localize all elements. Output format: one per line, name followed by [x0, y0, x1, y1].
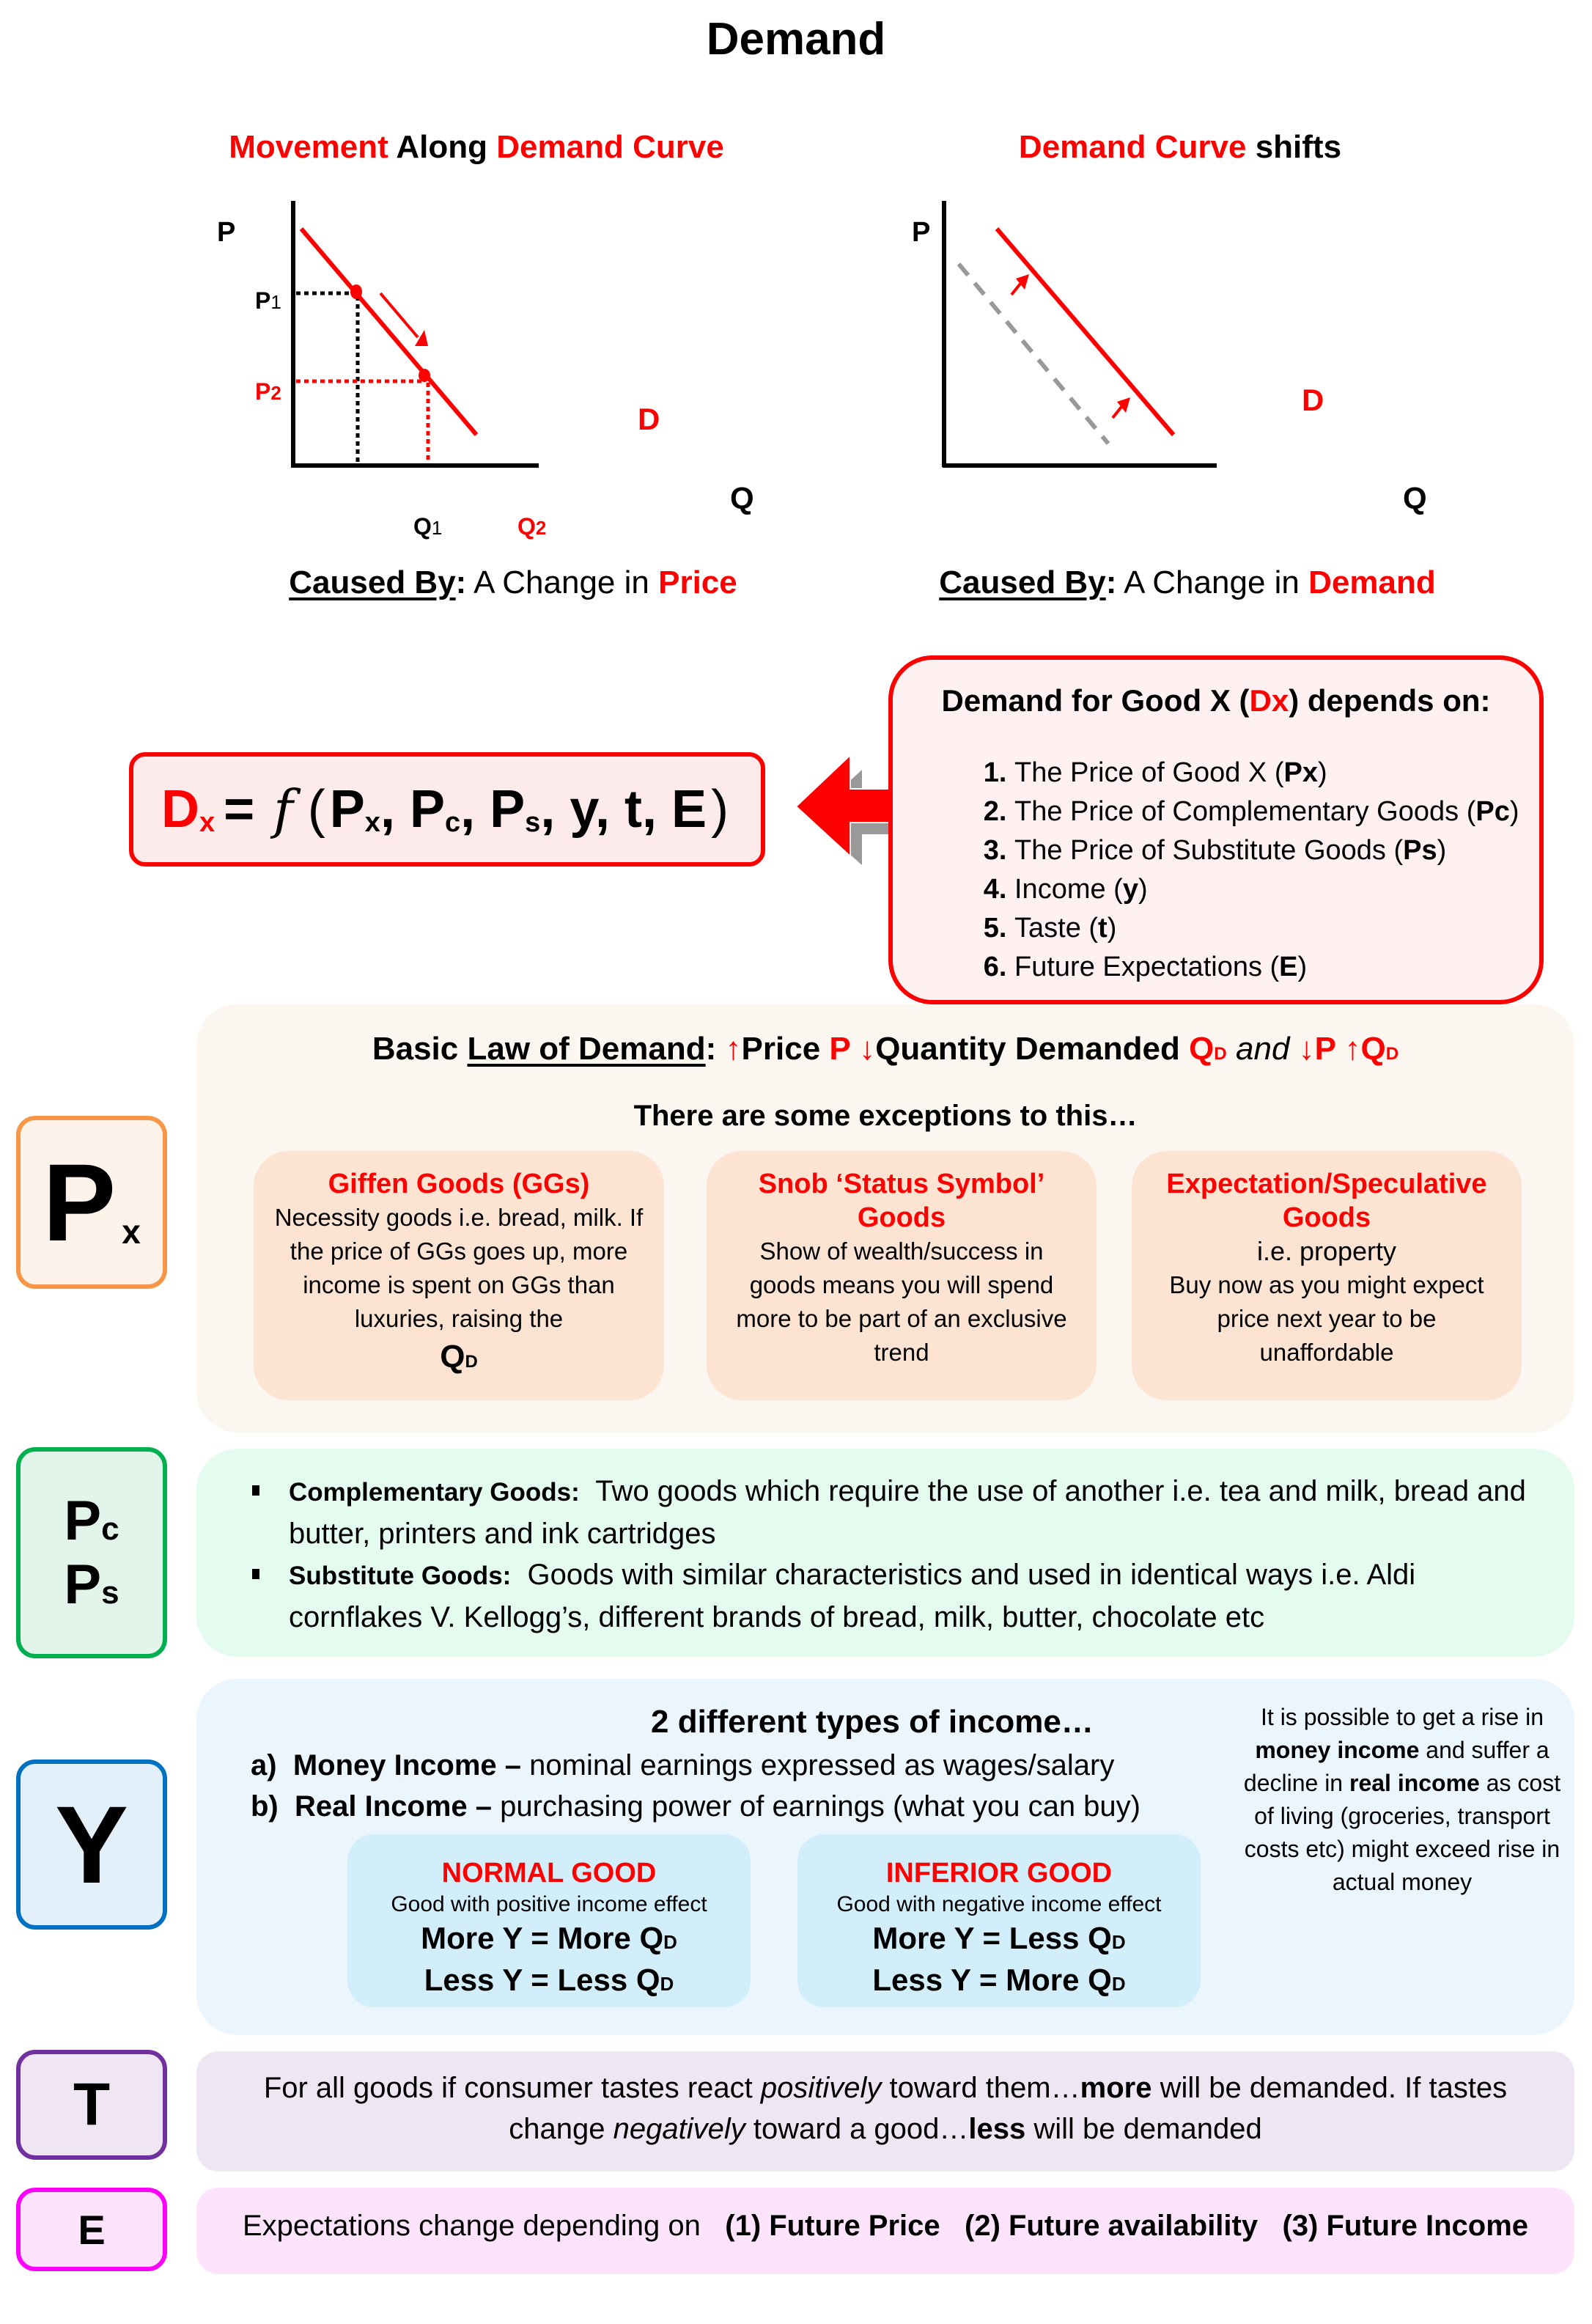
- item-end: ): [1509, 796, 1519, 827]
- eq-function-symbol: f: [273, 779, 293, 840]
- law-underlined: Law of Demand: [467, 1031, 706, 1067]
- law-qd-text: Quantity Demanded: [875, 1031, 1180, 1067]
- item-text: The Price of Substitute Goods (: [1014, 835, 1404, 866]
- label-q1: [413, 513, 442, 540]
- q1-sub: 1: [431, 517, 443, 539]
- determinant-item: [1014, 870, 1519, 909]
- down-arrow-icon: ↓: [1298, 1031, 1315, 1067]
- tag-t-main: T: [73, 2071, 111, 2138]
- heading-post: ) depends on:: [1289, 683, 1491, 718]
- s1: For all goods if consumer tastes react: [263, 2072, 753, 2104]
- label: Real Income: [295, 1790, 468, 1823]
- law-prefix: Basic: [372, 1031, 459, 1067]
- tag-main: P: [64, 1553, 102, 1616]
- tag-px: [16, 1116, 167, 1289]
- exception-card-speculative: [1132, 1151, 1522, 1400]
- item-symbol: y: [1122, 874, 1138, 905]
- note-p2: and suffer a decline in: [1243, 1737, 1549, 1796]
- p2-main: P: [255, 378, 271, 405]
- law-p2: P: [1314, 1031, 1336, 1067]
- item-text: Two goods which require the use of another i.e. tea and milk, bread and butter, printers and ink cartridges: [289, 1475, 1526, 1550]
- item-symbol: t: [1098, 913, 1108, 944]
- text: nominal earnings expressed as wages/salary: [529, 1749, 1115, 1781]
- tag-ps: [64, 1553, 119, 1617]
- shift-graph-title: [887, 129, 1473, 166]
- eq-lhs-main: D: [161, 780, 199, 839]
- qd-sub: D: [1214, 1044, 1227, 1064]
- tag-main: P: [64, 1490, 102, 1552]
- exceptions-intro: There are some exceptions to this…: [633, 1100, 1138, 1132]
- tail-sub: D: [465, 1352, 478, 1372]
- income-type-money: [251, 1745, 1140, 1786]
- factor-future-price: (1) Future Price: [725, 2210, 940, 2242]
- note-p1: It is possible to get a rise in: [1261, 1704, 1544, 1730]
- page-title: Demand: [706, 14, 886, 65]
- note-b2: real income: [1349, 1770, 1480, 1796]
- factor-future-income: (3) Future Income: [1282, 2210, 1529, 2242]
- eq-arg-t: t,: [624, 780, 672, 839]
- note-b1: money income: [1255, 1737, 1420, 1763]
- tag-px-sub: x: [122, 1213, 141, 1251]
- income-panel: [196, 1679, 1574, 2035]
- i1: positively: [760, 2072, 882, 2104]
- eq-arg-pc: $P_c$,: [409, 780, 490, 839]
- curve-label-d: D: [1302, 383, 1324, 417]
- line-sub: D: [1111, 1973, 1126, 1995]
- item-text: Goods with similar characteristics and used in identical ways i.e. Aldi cornflakes V. Kellogg’s, different brands of bread, milk, butter, chocolate etc: [289, 1559, 1416, 1633]
- related-goods-list: [248, 1471, 1530, 1638]
- exception-body: Buy now as you might expect price next year to be unaffordable: [1169, 1271, 1484, 1366]
- income-type-real: [251, 1786, 1140, 1827]
- item-text: Taste (: [1014, 913, 1099, 944]
- q2-sub: 2: [535, 517, 547, 539]
- item-symbol: Ps: [1403, 835, 1437, 866]
- arg-main: P: [490, 780, 526, 839]
- p2-sub: 2: [270, 382, 281, 404]
- arg-sub: x: [364, 807, 380, 838]
- title-part-demand-curve: Demand Curve: [1018, 129, 1247, 165]
- demand-function-box: $D_x$ = f ( $P_x$, $P_c$, $P_s$, y, t, E ): [129, 752, 765, 867]
- taste-text: [226, 2067, 1545, 2150]
- item-end: ): [1107, 913, 1117, 944]
- item-label: Complementary Goods:: [289, 1478, 580, 1507]
- tag-e: [16, 2188, 167, 2271]
- good-sub: Good with positive income effect: [391, 1892, 707, 1916]
- line-text: Less Y = More Q: [872, 1963, 1112, 1997]
- up-arrow-icon: ↑: [1344, 1031, 1361, 1067]
- tag-sub: c: [101, 1511, 119, 1547]
- law-qd: [1189, 1031, 1227, 1067]
- item-symbol: Pc: [1475, 796, 1510, 827]
- qd-main: Q: [1189, 1031, 1215, 1067]
- law-p: P: [829, 1031, 850, 1067]
- determinants-list: [973, 754, 1519, 987]
- tag-sub: s: [101, 1575, 119, 1611]
- determinant-item: [1014, 948, 1519, 987]
- s5: will be demanded: [1033, 2113, 1262, 2145]
- eq-arg-px: $P_x$,: [329, 780, 410, 839]
- b2: less: [968, 2113, 1026, 2145]
- q1-main: Q: [413, 513, 432, 540]
- shifted-demand-curve: [997, 229, 1173, 435]
- determinant-item: [1014, 909, 1519, 948]
- arg-main: E: [671, 780, 707, 839]
- text: purchasing power of earnings (what you can buy): [500, 1790, 1140, 1823]
- eq-lhs-sub: x: [199, 807, 215, 838]
- caused-by-highlight: Demand: [1308, 565, 1436, 600]
- caused-by-text: A Change in: [1124, 565, 1300, 600]
- determinants-heading: [893, 683, 1539, 718]
- eq-equals: =: [224, 780, 255, 839]
- income-note: [1237, 1701, 1567, 1899]
- law-of-demand: [196, 1031, 1574, 1067]
- exception-card-giffen: [254, 1151, 664, 1400]
- eq-arg-ps: $P_s$,: [490, 780, 570, 839]
- title-part-demand-curve: Demand Curve: [496, 129, 724, 165]
- arg-main: y: [570, 780, 596, 839]
- eq-arg-y: y,: [570, 780, 625, 839]
- axis-label-p: P: [217, 217, 236, 248]
- item-text: The Price of Good X (: [1014, 757, 1284, 788]
- title-part-movement: Movement: [229, 129, 388, 165]
- s4: toward a good…: [753, 2113, 969, 2145]
- note-p3: as cost of living (groceries, transport costs etc) might exceed rise in actual money: [1244, 1770, 1561, 1895]
- b1: more: [1080, 2072, 1152, 2104]
- exception-card-snob: [707, 1151, 1097, 1400]
- title-part-along: Along: [396, 129, 488, 165]
- line-text: More Y = Less Q: [872, 1921, 1112, 1955]
- arg-main: P: [409, 780, 445, 839]
- item-symbol: E: [1279, 952, 1298, 982]
- income-title: 2 different types of income…: [651, 1704, 1094, 1740]
- label-q2: [517, 513, 546, 540]
- line-text: More Y = More Q: [421, 1921, 664, 1955]
- good-sub: Good with negative income effect: [836, 1892, 1162, 1916]
- demand-determinants-box: [888, 655, 1544, 1004]
- law-and: and: [1236, 1031, 1290, 1067]
- expectations-panel: [196, 2188, 1574, 2274]
- exception-tail: [273, 1340, 645, 1379]
- title-part-shifts: shifts: [1255, 129, 1342, 165]
- label-p2: [255, 378, 281, 405]
- label-p1: [255, 287, 281, 315]
- caused-by-text: A Change in: [473, 565, 649, 600]
- original-demand-curve: [959, 264, 1108, 444]
- line-sub: D: [1111, 1931, 1126, 1953]
- item-symbol: Px: [1283, 757, 1318, 788]
- tail-main: Q: [440, 1339, 465, 1375]
- law-price: Price: [741, 1031, 821, 1067]
- s2: toward them…: [889, 2072, 1080, 2104]
- normal-good-card: [347, 1834, 751, 2007]
- determinant-item: [1014, 793, 1519, 831]
- good-line-1: [347, 1919, 751, 1961]
- movement-graph-title: [147, 129, 806, 166]
- up-arrow-icon: ↑: [725, 1031, 742, 1067]
- intro: Expectations change depending on: [242, 2210, 701, 2242]
- law-qd2: [1360, 1031, 1398, 1067]
- exception-body: Necessity goods i.e. bread, milk. If the price of GGs goes up, more income is spent on GGs than luxuries, raising the: [274, 1204, 644, 1332]
- shift-caused-by: Caused By: A Change in Demand: [939, 565, 1436, 600]
- caused-by-label: Caused By: [289, 565, 456, 600]
- income-types: [251, 1745, 1140, 1827]
- tag-e-main: E: [78, 2206, 106, 2253]
- point-p1-q1: [350, 284, 362, 299]
- determinant-item: [1014, 831, 1519, 870]
- p1-sub: 1: [270, 291, 281, 313]
- item-label: Substitute Goods:: [289, 1562, 512, 1590]
- expectations-text: [196, 2210, 1574, 2243]
- demand-curve-shift-graph: [880, 191, 1466, 557]
- demand-curve: [301, 229, 476, 435]
- arg-sub: c: [444, 807, 461, 838]
- good-title: NORMAL GOOD: [441, 1858, 657, 1889]
- tag-px-main: P: [43, 1141, 117, 1264]
- price-of-good-panel: [196, 1004, 1574, 1433]
- heading-pre: Demand for Good X (: [941, 683, 1250, 718]
- tag-t: [16, 2050, 167, 2160]
- movement-along-demand-curve-graph: [205, 191, 792, 557]
- exception-title: Giffen Goods (GGs): [328, 1169, 590, 1199]
- axis-label-q: Q: [730, 481, 754, 515]
- caused-by-label: Caused By: [939, 565, 1106, 600]
- s3: will be demanded. If tastes change: [509, 2072, 1508, 2145]
- tag-y: [16, 1759, 167, 1930]
- i2: negatively: [613, 2113, 745, 2145]
- inferior-good-card: [797, 1834, 1201, 2007]
- p1-main: P: [255, 287, 271, 314]
- law-colon: :: [705, 1031, 717, 1067]
- marker: b): [251, 1790, 279, 1823]
- heading-dx: Dx: [1249, 683, 1289, 718]
- determinant-item: [1014, 754, 1519, 793]
- tag-pc-ps: [16, 1447, 167, 1658]
- eq-lhs: [161, 779, 215, 839]
- axis-label-p: P: [912, 217, 931, 248]
- factor-future-availability: (2) Future availability: [965, 2210, 1259, 2242]
- movement-caused-by: Caused By: A Change in Price: [289, 565, 737, 600]
- line-text: Less Y = Less Q: [424, 1963, 660, 1997]
- item-text: Future Expectations (: [1014, 952, 1280, 982]
- arg-sub: s: [525, 807, 541, 838]
- marker: a): [251, 1749, 277, 1781]
- qd-main: Q: [1360, 1031, 1386, 1067]
- item-end: ): [1297, 952, 1308, 982]
- complementary-goods-item: [289, 1471, 1530, 1554]
- tag-pc: [64, 1489, 119, 1553]
- exception-title: Snob ‘Status Symbol’ Goods: [758, 1169, 1045, 1233]
- curve-label-d: D: [638, 402, 660, 436]
- item-end: ): [1317, 757, 1327, 788]
- related-goods-panel: [196, 1449, 1574, 1657]
- tag-y-main: Y: [54, 1783, 129, 1906]
- good-line-2: [347, 1961, 751, 2003]
- item-end: ): [1437, 835, 1447, 866]
- down-arrow-icon: ↓: [859, 1031, 876, 1067]
- eq-arg-e: [671, 779, 707, 839]
- dash: –: [475, 1790, 493, 1823]
- item-text: Income (: [1014, 874, 1123, 905]
- dash: –: [504, 1749, 522, 1781]
- item-end: ): [1138, 874, 1148, 905]
- label: Money Income: [292, 1749, 497, 1781]
- arg-main: P: [329, 780, 365, 839]
- q2-main: Q: [517, 513, 536, 540]
- good-title: INFERIOR GOOD: [885, 1858, 1113, 1889]
- exception-body: Show of wealth/success in goods means you will spend more to be part of an exclusive trend: [736, 1238, 1067, 1366]
- taste-panel: [196, 2051, 1574, 2172]
- qd-sub: D: [1385, 1044, 1399, 1064]
- substitute-goods-item: [289, 1554, 1530, 1638]
- caused-by-highlight: Price: [658, 565, 737, 600]
- good-line-2: [797, 1961, 1201, 2003]
- exception-sub: i.e. property: [1256, 1236, 1397, 1266]
- good-line-1: [797, 1919, 1201, 1961]
- arg-main: t: [624, 780, 643, 839]
- line-sub: D: [663, 1931, 677, 1953]
- point-p2-q2: [419, 369, 430, 382]
- exception-title: Expectation/Speculative Goods: [1166, 1169, 1487, 1233]
- line-sub: D: [660, 1973, 674, 1995]
- item-text: The Price of Complementary Goods (: [1014, 796, 1476, 827]
- axis-label-q: Q: [1403, 481, 1427, 515]
